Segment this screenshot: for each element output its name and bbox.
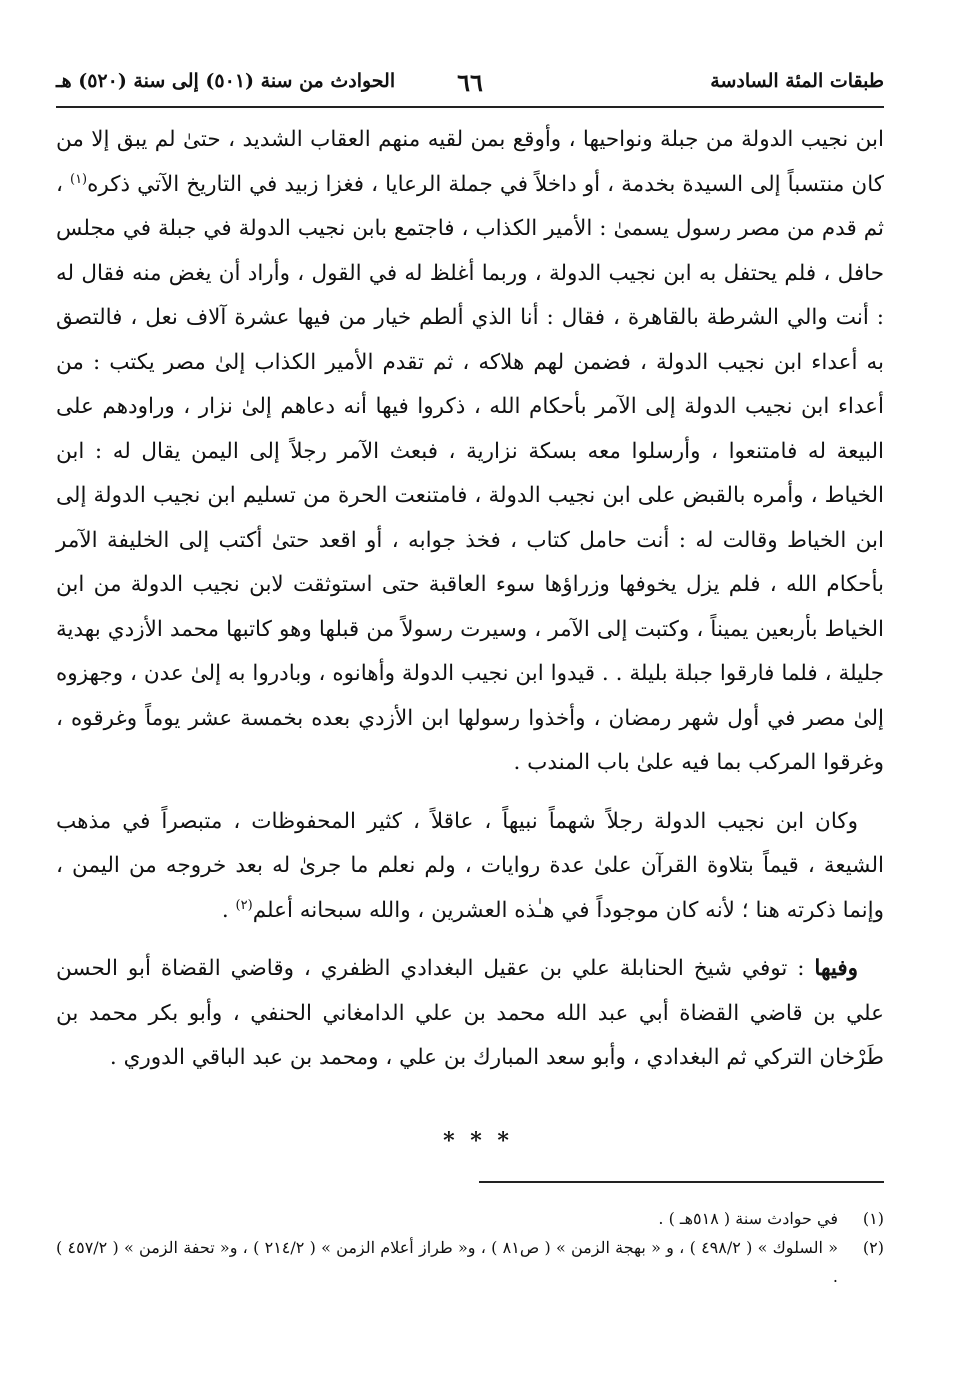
- paragraph-2: [56, 800, 884, 934]
- footnote-2: [56, 1233, 884, 1291]
- footnote-ref-1[interactable]: (١): [69, 171, 88, 187]
- footnote-divider: [479, 1181, 884, 1183]
- main-text: [56, 118, 884, 1081]
- section-range: الحوادث من سنة (٥٠١) إلى سنة (٥٢٠) هـ: [56, 70, 396, 92]
- paragraph-2-text-a: وكان ابن نجيب الدولة رجلاً شهماً نبيهاً ، عاقلاً ، كثير المحفوظات ، متبصراً في مذهب الشيعة ، قيماً بتلاوة القرآن علىٰ عدة روايات ، ولم نعلم ما جرىٰ له بعد خروجه من اليمن ، وإنما ذكرته هنا ؛ لأنه كان موجوداً في هـٰذه العشرين ، والله سبحانه أعلم: [56, 808, 884, 923]
- footnote-1: [56, 1204, 884, 1233]
- paragraph-3: [56, 947, 884, 1081]
- paragraph-1-text-b: ، ثم قدم من مصر رسول يسمىٰ : الأمير الكذاب ، فاجتمع بابن نجيب الدولة في جبلة في مجلس حافل ، فلم يحتفل به ابن نجيب الدولة ، وربما أغلظ له في القول ، وأراد أن يغض منه فقال له : أنت والي الشرطة بالقاهرة ، فقال : أنا الذي ألطم خيار من فيها عشرة آلاف نعل ، فالتصق به أعداء ابن نجيب الدولة ، فضمن لهم هلاكه ، ثم تقدم الأمير الكذاب إلىٰ مصر يكتب : من أعداء ابن نجيب الدولة إلى الآمر بأحكام الله ، ذكروا فيها أنه دعاهم إلىٰ نزار ، وراودهم على البيعة له فامتنعوا ، وأرسلوا معه بسكة نزارية ، فبعث الآمر رجلاً إلى اليمن يقال له : ابن الخياط ، وأمره بالقبض على ابن نجيب الدولة ، فامتنعت الحرة من تسليم ابن نجيب الدولة إلى ابن الخياط وقالت له : أنت حامل كتاب ، فخذ جوابه ، أو اقعد حتىٰ أكتب إلى الخليفة الآمر بأحكام الله ، فلم يزل يخوفها وزراؤها سوء العاقبة حتى استوثقت لابن نجيب الدولة من ابن الخياط بأربعين يميناً ، وكتبت إلى الآمر ، وسيرت رسولاً من قبلها وهو كاتبها محمد الأزدي بهدية جليلة ، فلما فارقوا جبلة بليلة . . قيدوا ابن نجيب الدولة وأهانوه ، وبادروا به إلىٰ عدن ، وجهزوه إلىٰ مصر في أول شهر رمضان ، وأخذوا رسولها ابن الأزدي بعده بخمسة عشر يوماً وغرقوه ، وغرقوا المركب بما فيه علىٰ باب المندب .: [56, 171, 884, 775]
- header-divider: [56, 106, 884, 108]
- paragraph-2-text-b: .: [221, 897, 236, 923]
- book-title: طبقات المئة السادسة: [710, 70, 884, 92]
- footnote-1-text: في حوادث سنة ( ٥١٨هـ ) .: [658, 1209, 838, 1228]
- footnote-2-text: « السلوك » ( ٤٩٨/٢ ) ، و « بهجة الزمن » ( ص٨١ ) ، و« طراز أعلام الزمن » ( ٢١٤/٢ ) ، و« تحفة الزمن » ( ٤٥٧/٢ ) .: [56, 1238, 839, 1286]
- footnote-1-number: (١): [862, 1209, 884, 1228]
- running-header: [56, 70, 884, 102]
- paragraph-1: [56, 118, 884, 786]
- paragraph-3-text: : توفي شيخ الحنابلة علي بن عقيل البغدادي الظفري ، وقاضي القضاة أبو الحسن علي بن قاضي القضاة أبي عبد الله محمد بن علي الدامغاني الحنفي ، وأبو بكر محمد بن طَرْخان التركي ثم البغدادي ، وأبو سعد المبارك بن علي ، ومحمد بن عبد الباقي الدوري .: [56, 956, 884, 1070]
- footnote-ref-2[interactable]: (٢): [235, 897, 253, 913]
- footnotes: [56, 1204, 884, 1291]
- paragraph-1-text-a: ابن نجيب الدولة من جبلة ونواحيها ، وأوقع بمن لقيه منهم العقاب الشديد ، حتىٰ لم يبق إلا من كان منتسباً إلى السيدة بخدمة ، أو داخلاً في جملة الرعايا ، فغزا زبيد في التاريخ الآتي ذكره: [56, 127, 884, 197]
- page-number: ٦٦: [457, 68, 483, 97]
- footnote-2-number: (٢): [862, 1238, 884, 1257]
- section-separator: * * *: [443, 1128, 513, 1154]
- paragraph-3-lead: وفيها: [814, 956, 858, 981]
